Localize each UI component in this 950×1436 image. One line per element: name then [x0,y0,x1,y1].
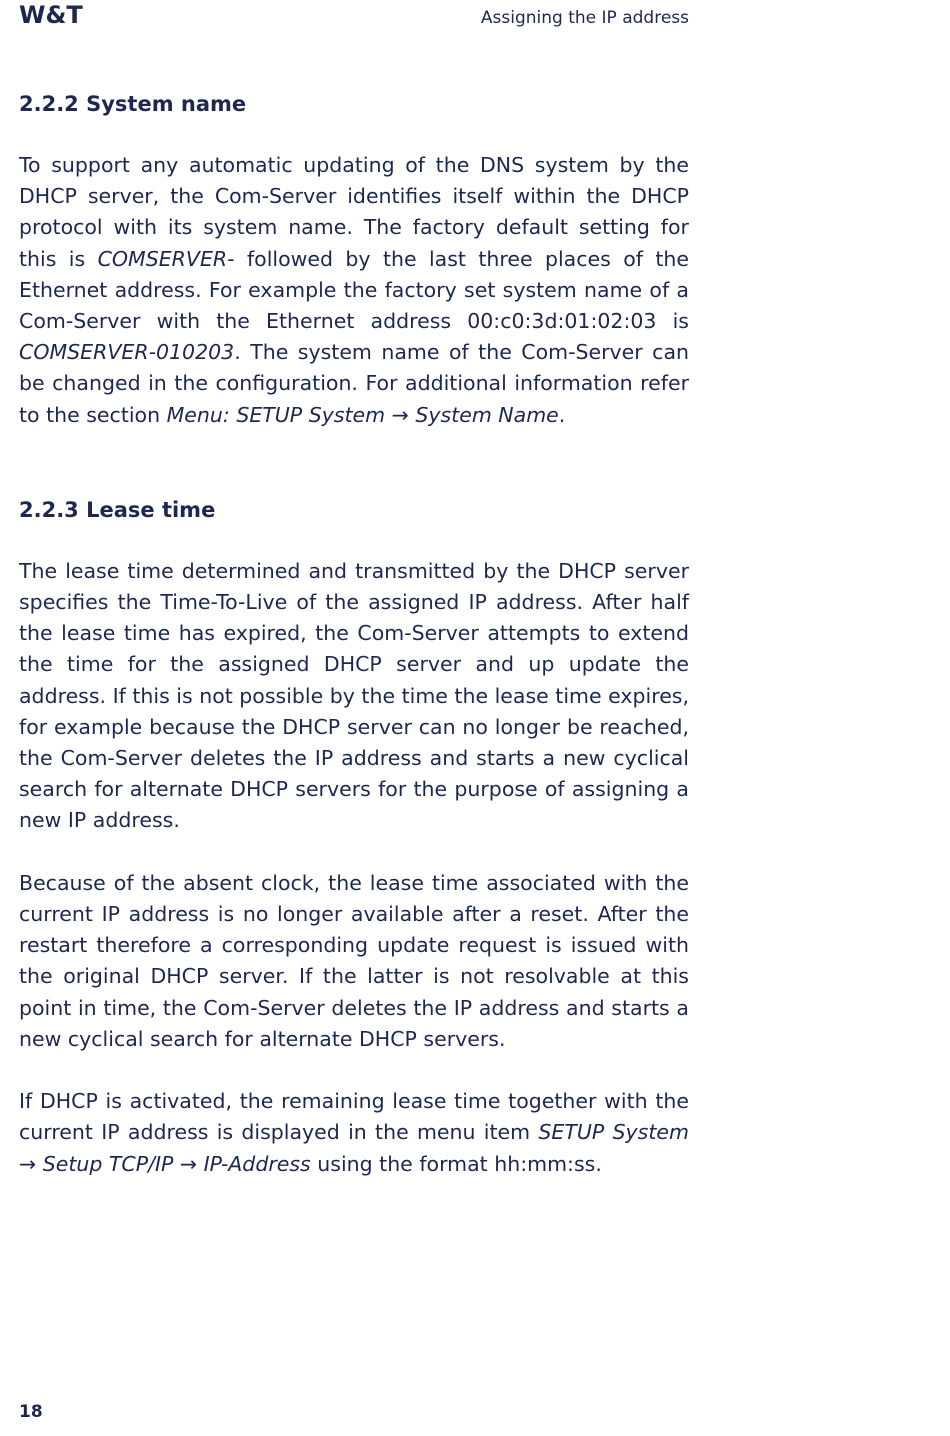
page-content [19,88,689,1180]
text-run: . [558,402,566,427]
text-run: To support any automatic updating of the DNS system by the DHCP server, the Com-Server identifies itself within the DHCP protocol with its system name. The factory default setting for this is [19,153,689,271]
brand-logo: W&T [19,1,83,29]
emphasis-menu-path: Menu: SETUP System → System Name [166,402,559,427]
running-header-title: Assigning the IP address [480,8,689,28]
emphasis-example-name: COMSERVER-010203 [19,340,235,365]
emphasis-menu-path: SETUP System → Setup TCP/IP → IP-Address [19,1120,689,1176]
emphasis-default-prefix: COMSERVER- [97,246,235,271]
page-number: 18 [19,1402,43,1422]
lease-time-paragraph-3 [19,1086,689,1180]
system-name-paragraph [19,150,689,431]
text-run: If DHCP is activated, the remaining lease time together with the current IP address is displayed in the menu item [19,1089,689,1145]
text-run: followed by the last three places of the Ethernet address. For example the factory set system name of a Com-Server with the Ethernet address 00:c0:3d:01:02:03 is [19,246,689,334]
text-run: . The system name of the Com-Server can be changed in the configuration. For additional information refer to the section [19,340,689,427]
section-heading-system-name: 2.2.2 System name [19,92,247,116]
lease-time-paragraph-2: Because of the absent clock, the lease time associated with the current IP address is no longer available after a reset. After the restart therefore a corresponding update request is issued with the original DHCP server. If the latter is not resolvable at this point in time, the Com-Server deletes the IP address and starts a new cyclical search for alternate DHCP servers. [19,870,689,1051]
section-heading-lease-time: 2.2.3 Lease time [19,497,216,522]
text-run: using the format hh:mm:ss. [310,1151,602,1176]
lease-time-paragraph-1: The lease time determined and transmitted by the DHCP server specifies the Time-To-Live of the assigned IP address. After half the lease time has expired, the Com-Server attempts to extend the time for the assigned DHCP server and up update the address. If this is not possible by the time the lease time expires, for example because the DHCP server can no longer be reached, the Com-Server deletes the IP address and starts a new cyclical search for alternate DHCP servers for the purpose of assigning a new IP address. [19,558,689,833]
